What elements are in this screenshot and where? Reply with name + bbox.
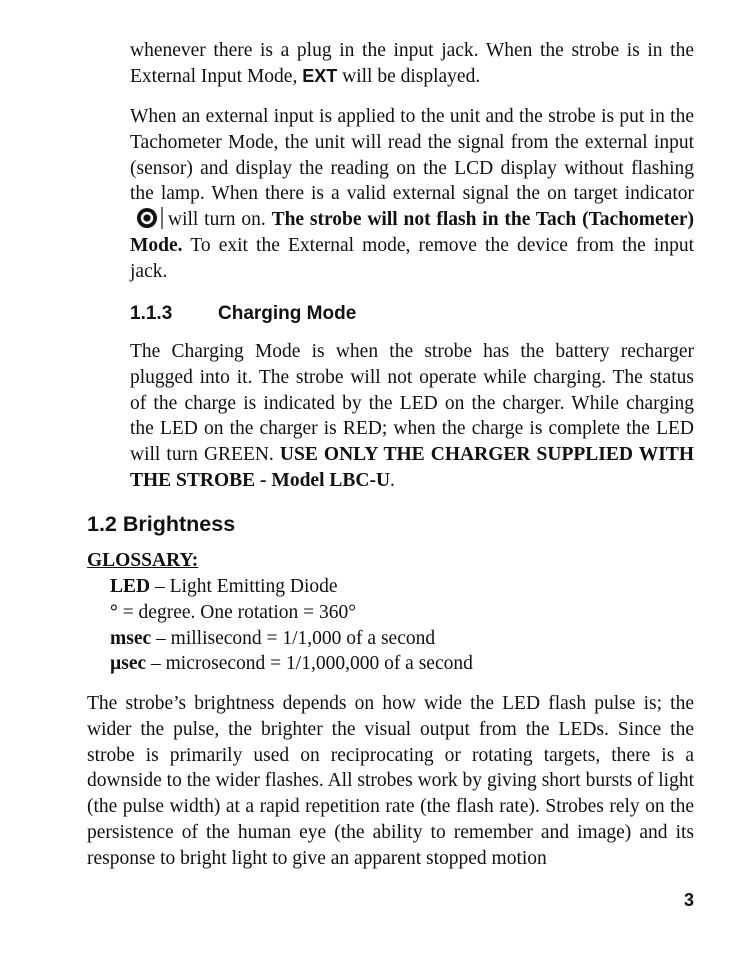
text: whenever there is a plug in the input jack. When the strobe is in the External Input Mode, [130,40,694,87]
glossary-title: GLOSSARY: [87,550,199,571]
glossary-definition: = degree. One rotation = 360° [117,601,357,623]
paragraph-tachometer-mode [130,104,694,285]
glossary-item [110,600,473,626]
section-heading-brightness [87,510,235,538]
page-number: 3 [683,890,694,910]
section-title: Charging Mode [218,303,357,324]
glossary-term: LED [110,576,151,597]
section-number: 1.2 [87,512,117,536]
text: will turn on. [168,209,272,231]
paragraph-external-input-mode [130,38,694,90]
section-number: 1.1.3 [130,303,173,324]
glossary-term: µsec [110,653,147,675]
text: will be displayed. [337,65,481,87]
text: The Charging Mode is when the strobe has the battery recharger plugged into it. The strobe will not operate while charging. The status of the charge is indicated by the LED on the charger. While charging the LED on the charger is RED; when the charge is complete the LED will turn GREEN. [130,341,694,466]
on-target-indicator-icon [136,207,166,229]
glossary-definition: – Light Emitting Diode [150,576,338,597]
section-title: Brightness [122,512,236,536]
bold-charger-warning: USE ONLY THE CHARGER SUPPLIED WITH THE STROBE - Model LBC-U [130,444,694,491]
glossary-definition: – microsecond = 1/1,000,000 of a second [146,653,473,675]
text: . [390,469,395,491]
text: When an external input is applied to the unit and the strobe is put in the Tachometer Mode, the unit will read the signal from the external input (sensor) and display the reading on the LCD display without flashing the lamp. When there is a valid external signal the on target indicator [130,106,694,205]
glossary-definition: – millisecond = 1/1,000 of a second [151,627,436,649]
paragraph-brightness: The strobe’s brightness depends on how wide the LED flash pulse is; the wider the pulse, the brighter the visual output from the LEDs. Since the strobe is primarily used on reciprocating or rotating targets, there is a downside to the wider flashes. All strobes work by giving short bursts of light (the pulse width) at a rapid repetition rate (the flash rate). Strobes rely on the persistence of the human eye (the ability to remember and image) and its response to bright light to give an apparent stopped motion [87,693,694,869]
glossary-term: ° [110,601,118,623]
glossary-term: msec [110,627,152,649]
ext-indicator-text: EXT [302,65,338,86]
paragraph-charging-mode [130,339,694,494]
glossary-item [110,574,473,600]
section-heading-charging-mode [130,302,356,326]
bold-warning-text: The strobe will not flash in the Tach (Tachometer) Mode. [130,209,694,256]
text: To exit the External mode, remove the device from the input jack. [130,234,694,282]
glossary-item [110,651,473,677]
glossary-list [110,574,473,677]
glossary-item [110,626,473,652]
